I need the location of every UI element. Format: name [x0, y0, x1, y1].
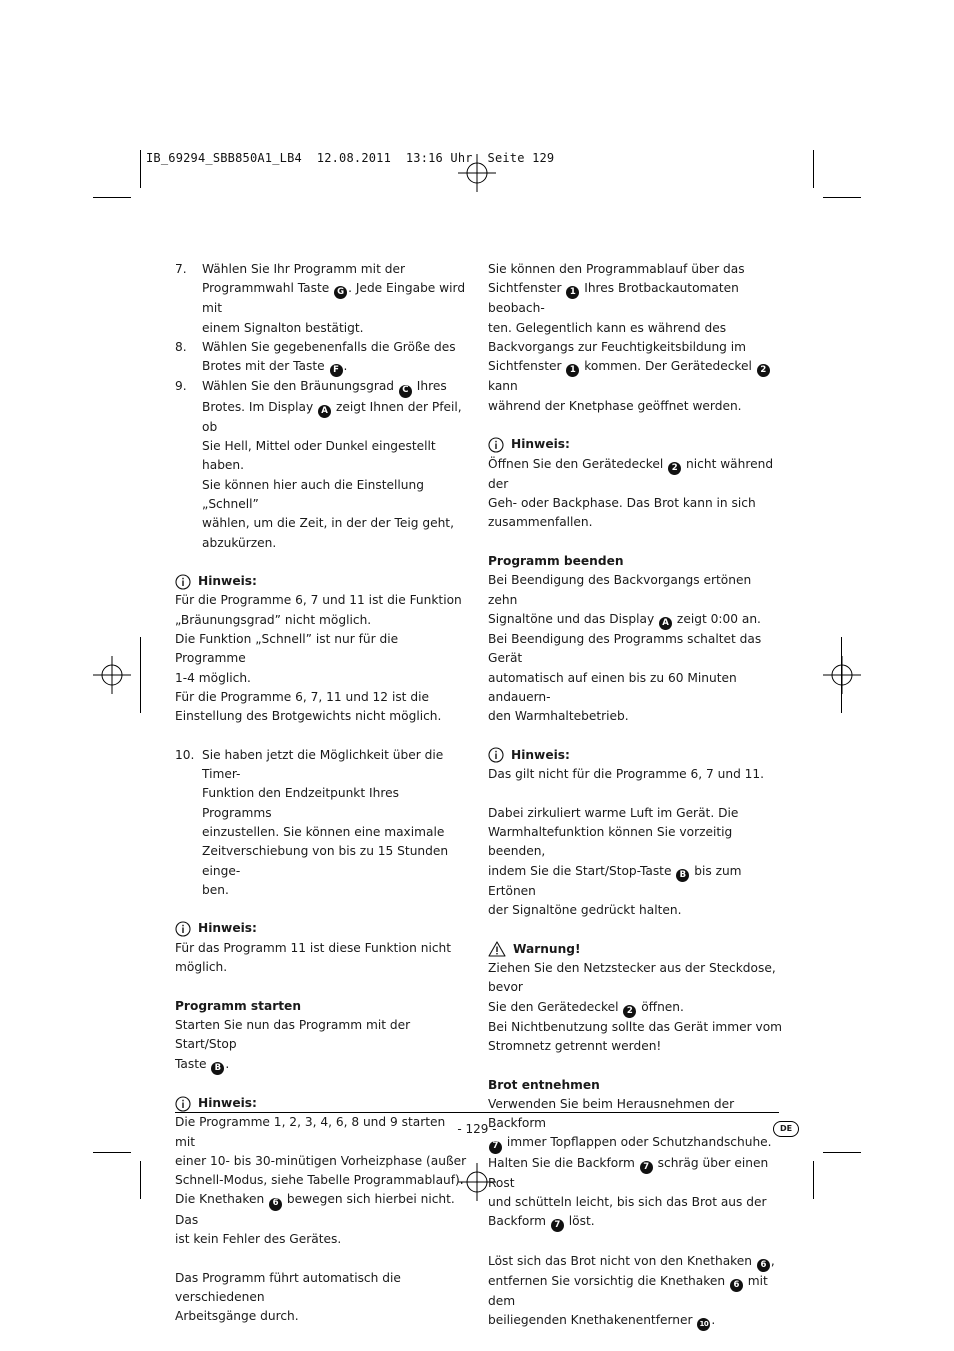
key-1-icon: 1 [566, 286, 579, 299]
note-programs: Hinweis: Das gilt nicht für die Programme 6, 7 und 11. [488, 747, 765, 782]
info-icon [488, 437, 504, 453]
info-icon [488, 747, 504, 763]
step-9: 9. Wählen Sie den Bräunungsgrad C Ihres Brotes. Im Display A zeigt Ihnen der Pfeil, ob Sie Hell, Mittel oder Dunkel eingestellt haben. Sie können hier auch die Einstellung „Schnell” wählen, um die Zeit, in der der Teig geht, abzukürzen. [175, 379, 462, 550]
crop-mark [93, 197, 131, 198]
crop-mark [93, 1152, 131, 1153]
key-6-icon: 6 [269, 1198, 282, 1211]
key-c-icon: C [399, 385, 412, 398]
key-7-icon: 7 [551, 1219, 564, 1232]
info-icon [175, 574, 191, 590]
closing-paragraph: Das Programm führt automatisch die verschiedenen Arbeitsgänge durch. [175, 1270, 401, 1324]
print-slug: IB_69294_SBB850A1_LB4 12.08.2011 13:16 Uhr Seite 129 [146, 151, 555, 165]
note-browning: Hinweis: Für die Programme 6, 7 und 11 ist die Funktion „Bräunungsgrad” nicht möglich. Die Funktion „Schnell” ist nur für die Programme 1-4 möglich. Für die Programme 6, 7, 11 und 12 ist die Einstellung des Brotgewichts nicht möglich. [175, 574, 462, 724]
crop-mark [823, 1152, 861, 1153]
section-end: Programm beenden Bei Beendigung des Backvorgangs ertönen zehn Signaltöne und das Display A zeigt 0:00 an. Bei Beendigung des Programms schaltet das Gerät automatisch auf einen bis zu 60 Minuten andauern- den Warmhaltebetrieb. [488, 553, 762, 724]
key-b-icon: B [211, 1062, 224, 1075]
warning-block: Warnung! Ziehen Sie den Netzstecker aus der Steckdose, bevor Sie den Gerätedeckel 2 öffnen. Bei Nichtbenutzung sollte das Gerät immer vom Stromnetz getrennt werden! [488, 941, 783, 1053]
step-7: 7. Wählen Sie Ihr Programm mit der Programmwahl Taste G . Jede Eingabe wird mit einem Signalton bestätigt. [175, 262, 466, 335]
crop-mark [140, 637, 141, 713]
key-2-icon: 2 [623, 1005, 636, 1018]
key-2-icon: 2 [668, 462, 681, 475]
registration-mark-icon [93, 656, 131, 694]
crop-mark [823, 197, 861, 198]
crop-mark [140, 150, 141, 188]
language-badge: DE [773, 1121, 799, 1137]
crop-mark [841, 637, 842, 713]
intro-paragraph: Sie können den Programmablauf über das Sichtfenster 1 Ihres Brotbackautomaten beobach- ten. Gelegentlich kann es während des Backvorgangs zur Feuchtigkeitsbildung im Sichtfenster 1 kommen. Der Gerätedeckel 2 kann während der Knetphase geöffnet werden. [488, 260, 783, 416]
note-preheat: Hinweis: Die Programme 1, 2, 3, 4, 6, 8 und 9 starten mit einer 10- bis 30-minütigen Vorheizphase (außer Schnell-Modus, siehe Tabelle Programmablauf). Die Knethaken 6 bewegen sich hierbei nicht. Das ist kein Fehler des Gerätes. [175, 1095, 467, 1246]
crop-mark [813, 150, 814, 188]
registration-mark-icon [458, 154, 496, 192]
key-1-icon: 1 [566, 364, 579, 377]
crop-mark [140, 1161, 141, 1199]
warning-triangle-icon [488, 941, 506, 957]
key-f-icon: F [330, 364, 343, 377]
crop-mark [813, 1161, 814, 1199]
note-lid: Hinweis: Öffnen Sie den Gerätedeckel 2 nicht während der Geh- oder Backphase. Das Brot kann in sich zusammenfallen. [488, 437, 774, 530]
right-column [488, 260, 783, 1331]
page-number: - 129 - [457, 1122, 497, 1136]
info-icon [175, 1096, 191, 1112]
hooks-paragraph: Löst sich das Brot nicht von den Knethaken 6 , entfernen Sie vorsichtig die Knethaken 6 mit dem beiliegenden Knethakenentferner 10 . [488, 1252, 783, 1332]
left-column [175, 260, 467, 1326]
footer-rule [175, 1112, 779, 1113]
note-timer: Hinweis: Für das Programm 11 ist diese Funktion nicht möglich. [175, 921, 452, 975]
section-start: Programm starten Starten Sie nun das Programm mit der Start/Stop Taste B . [175, 997, 467, 1075]
registration-mark-icon [823, 656, 861, 694]
key-7-icon: 7 [640, 1161, 653, 1174]
key-6-icon: 6 [730, 1279, 743, 1292]
step-10: 10. Sie haben jetzt die Möglichkeit über die Timer- Funktion den Endzeitpunkt Ihres Programms einzustellen. Sie können eine maximale Zeitverschiebung von bis zu 15 Stunden einge- ben. [175, 747, 449, 897]
key-a-icon: A [659, 617, 672, 630]
key-6-icon: 6 [757, 1259, 770, 1272]
section-remove-bread: Brot entnehmen Verwenden Sie beim Herausnehmen der Backform 7 immer Topflappen oder Schutzhandschuhe. Halten Sie die Backform 7 schräg über einen Rost und schütteln leicht, bis sich das Brot aus der Backform 7 löst. [488, 1076, 783, 1233]
key-7-icon: 7 [489, 1141, 502, 1154]
key-b-icon: B [676, 869, 689, 882]
key-10-icon: 10 [697, 1318, 710, 1331]
info-icon [175, 921, 191, 937]
key-g-icon: G [334, 286, 347, 299]
step-8: 8. Wählen Sie gegebenenfalls die Größe des Brotes mit der Taste F . [175, 338, 467, 377]
key-2-icon: 2 [757, 364, 770, 377]
warm-paragraph: Dabei zirkuliert warme Luft im Gerät. Die Warmhaltefunktion können Sie vorzeitig beenden, indem Sie die Start/Stop-Taste B bis zum Ertönen der Signaltöne gedrückt halten. [488, 805, 742, 918]
key-a-icon: A [318, 405, 331, 418]
